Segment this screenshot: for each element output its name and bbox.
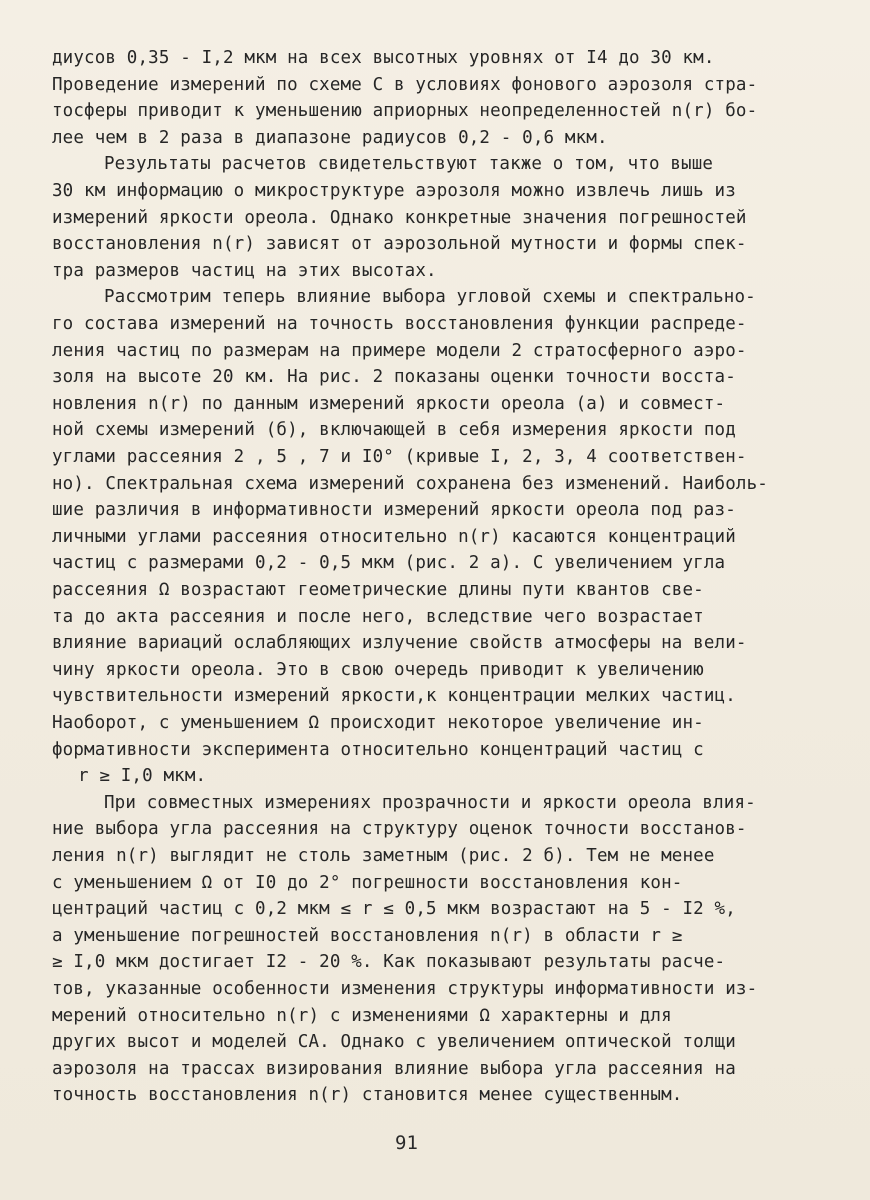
text-line: формативности эксперимента относительно концентраций частиц с — [52, 739, 704, 760]
text-line: частиц с размерами 0,2 - 0,5 мкм (рис. 2 а). С увеличением угла — [52, 553, 726, 574]
text-line: рассеяния Ω возрастают геометрические длины пути квантов све- — [52, 580, 704, 600]
text-line: тра размеров частиц на этих высотах. — [52, 260, 437, 281]
text-line: аэрозоля на трассах визирования влияние выбора угла рассеяния на — [52, 1058, 736, 1079]
text-line: диусов 0,35 - I,2 мкм на всех высотных уровнях от I4 до 30 км. — [52, 48, 715, 68]
text-line: r ≥ I,0 мкм. — [78, 766, 207, 787]
text-line: Рассмотрим теперь влияние выбора угловой схемы и спектрально- — [104, 287, 756, 308]
text-line: Наоборот, с уменьшением Ω происходит некоторое увеличение ин- — [52, 713, 704, 733]
text-line: ной схемы измерений (б), включающей в себя измерения яркости под — [52, 420, 736, 441]
text-line: золя на высоте 20 км. На рис. 2 показаны оценки точности восста- — [52, 367, 736, 388]
text-line: тосферы приводит к уменьшению априорных неопределенностей n(r) бо- — [52, 101, 758, 122]
text-line: го состава измерений на точность восстановления функции распреде- — [52, 314, 747, 334]
text-line: шие различия в информативности измерений яркости ореола под раз- — [52, 500, 736, 521]
text-line: ления n(r) выглядит не столь заметным (рис. 2 б). Тем не менее — [52, 846, 715, 866]
text-line: лее чем в 2 раза в диапазоне радиусов 0,2 - 0,6 мкм. — [52, 127, 608, 148]
text-line: центраций частиц с 0,2 мкм ≤ r ≤ 0,5 мкм возрастают на 5 - I2 %, — [52, 899, 736, 920]
text-line: а уменьшение погрешностей восстановления n(r) в области r ≥ — [52, 925, 683, 946]
text-line: чувствительности измерений яркости,к концентрации мелких частиц. — [52, 686, 736, 707]
text-line: точность восстановления n(r) становится менее существенным. — [52, 1085, 683, 1106]
text-line: углами рассеяния 2 , 5 , 7 и I0° (кривые I, 2, 3, 4 соответствен- — [52, 447, 747, 467]
text-line: мерений относительно n(r) с изменениями Ω характерны и для — [52, 1005, 672, 1026]
text-line: 30 км информацию о микроструктуре аэрозоля можно извлечь лишь из — [52, 181, 736, 201]
text-line: личными углами рассеяния относительно n(r) касаются концентраций — [52, 526, 736, 547]
text-line: измерений яркости ореола. Однако конкретные значения погрешностей — [52, 207, 747, 228]
text-line: новления n(r) по данным измерений яркости ореола (а) и совмест- — [52, 393, 726, 414]
text-line: та до акта рассеяния и после него, вследствие чего возрастает — [52, 606, 704, 627]
text-line: ления частиц по размерам на примере модели 2 стратосферного аэро- — [52, 340, 747, 361]
text-line: тов, указанные особенности изменения структуры информативности из- — [52, 979, 758, 999]
text-line: восстановления n(r) зависят от аэрозольной мутности и формы спек- — [52, 234, 747, 255]
text-line: влияние вариаций ослабляющих излучение свойств атмосферы на вели- — [52, 633, 747, 654]
text-line: других высот и моделей СА. Однако с увеличением оптической толщи — [52, 1032, 736, 1053]
text-line: Проведение измерений по схеме С в условиях фонового аэрозоля стра- — [52, 74, 758, 95]
text-line: ние выбора угла рассеяния на структуру оценок точности восстанов- — [52, 819, 747, 840]
text-line: При совместных измерениях прозрачности и яркости ореола влия- — [104, 792, 756, 813]
page-number: 91 — [395, 1132, 418, 1154]
text-line: но). Спектральная схема измерений сохранена без изменений. Наиболь- — [52, 473, 768, 494]
text-line: ≥ I,0 мкм достигает I2 - 20 %. Как показывают результаты расче- — [52, 952, 726, 973]
text-line: чину яркости ореола. Это в свою очередь приводит к увеличению — [52, 659, 704, 680]
text-line: Результаты расчетов свидетельствуют также о том, что выше — [104, 154, 714, 175]
text-line: с уменьшением Ω от I0 до 2° погрешности восстановления кон- — [52, 872, 683, 893]
